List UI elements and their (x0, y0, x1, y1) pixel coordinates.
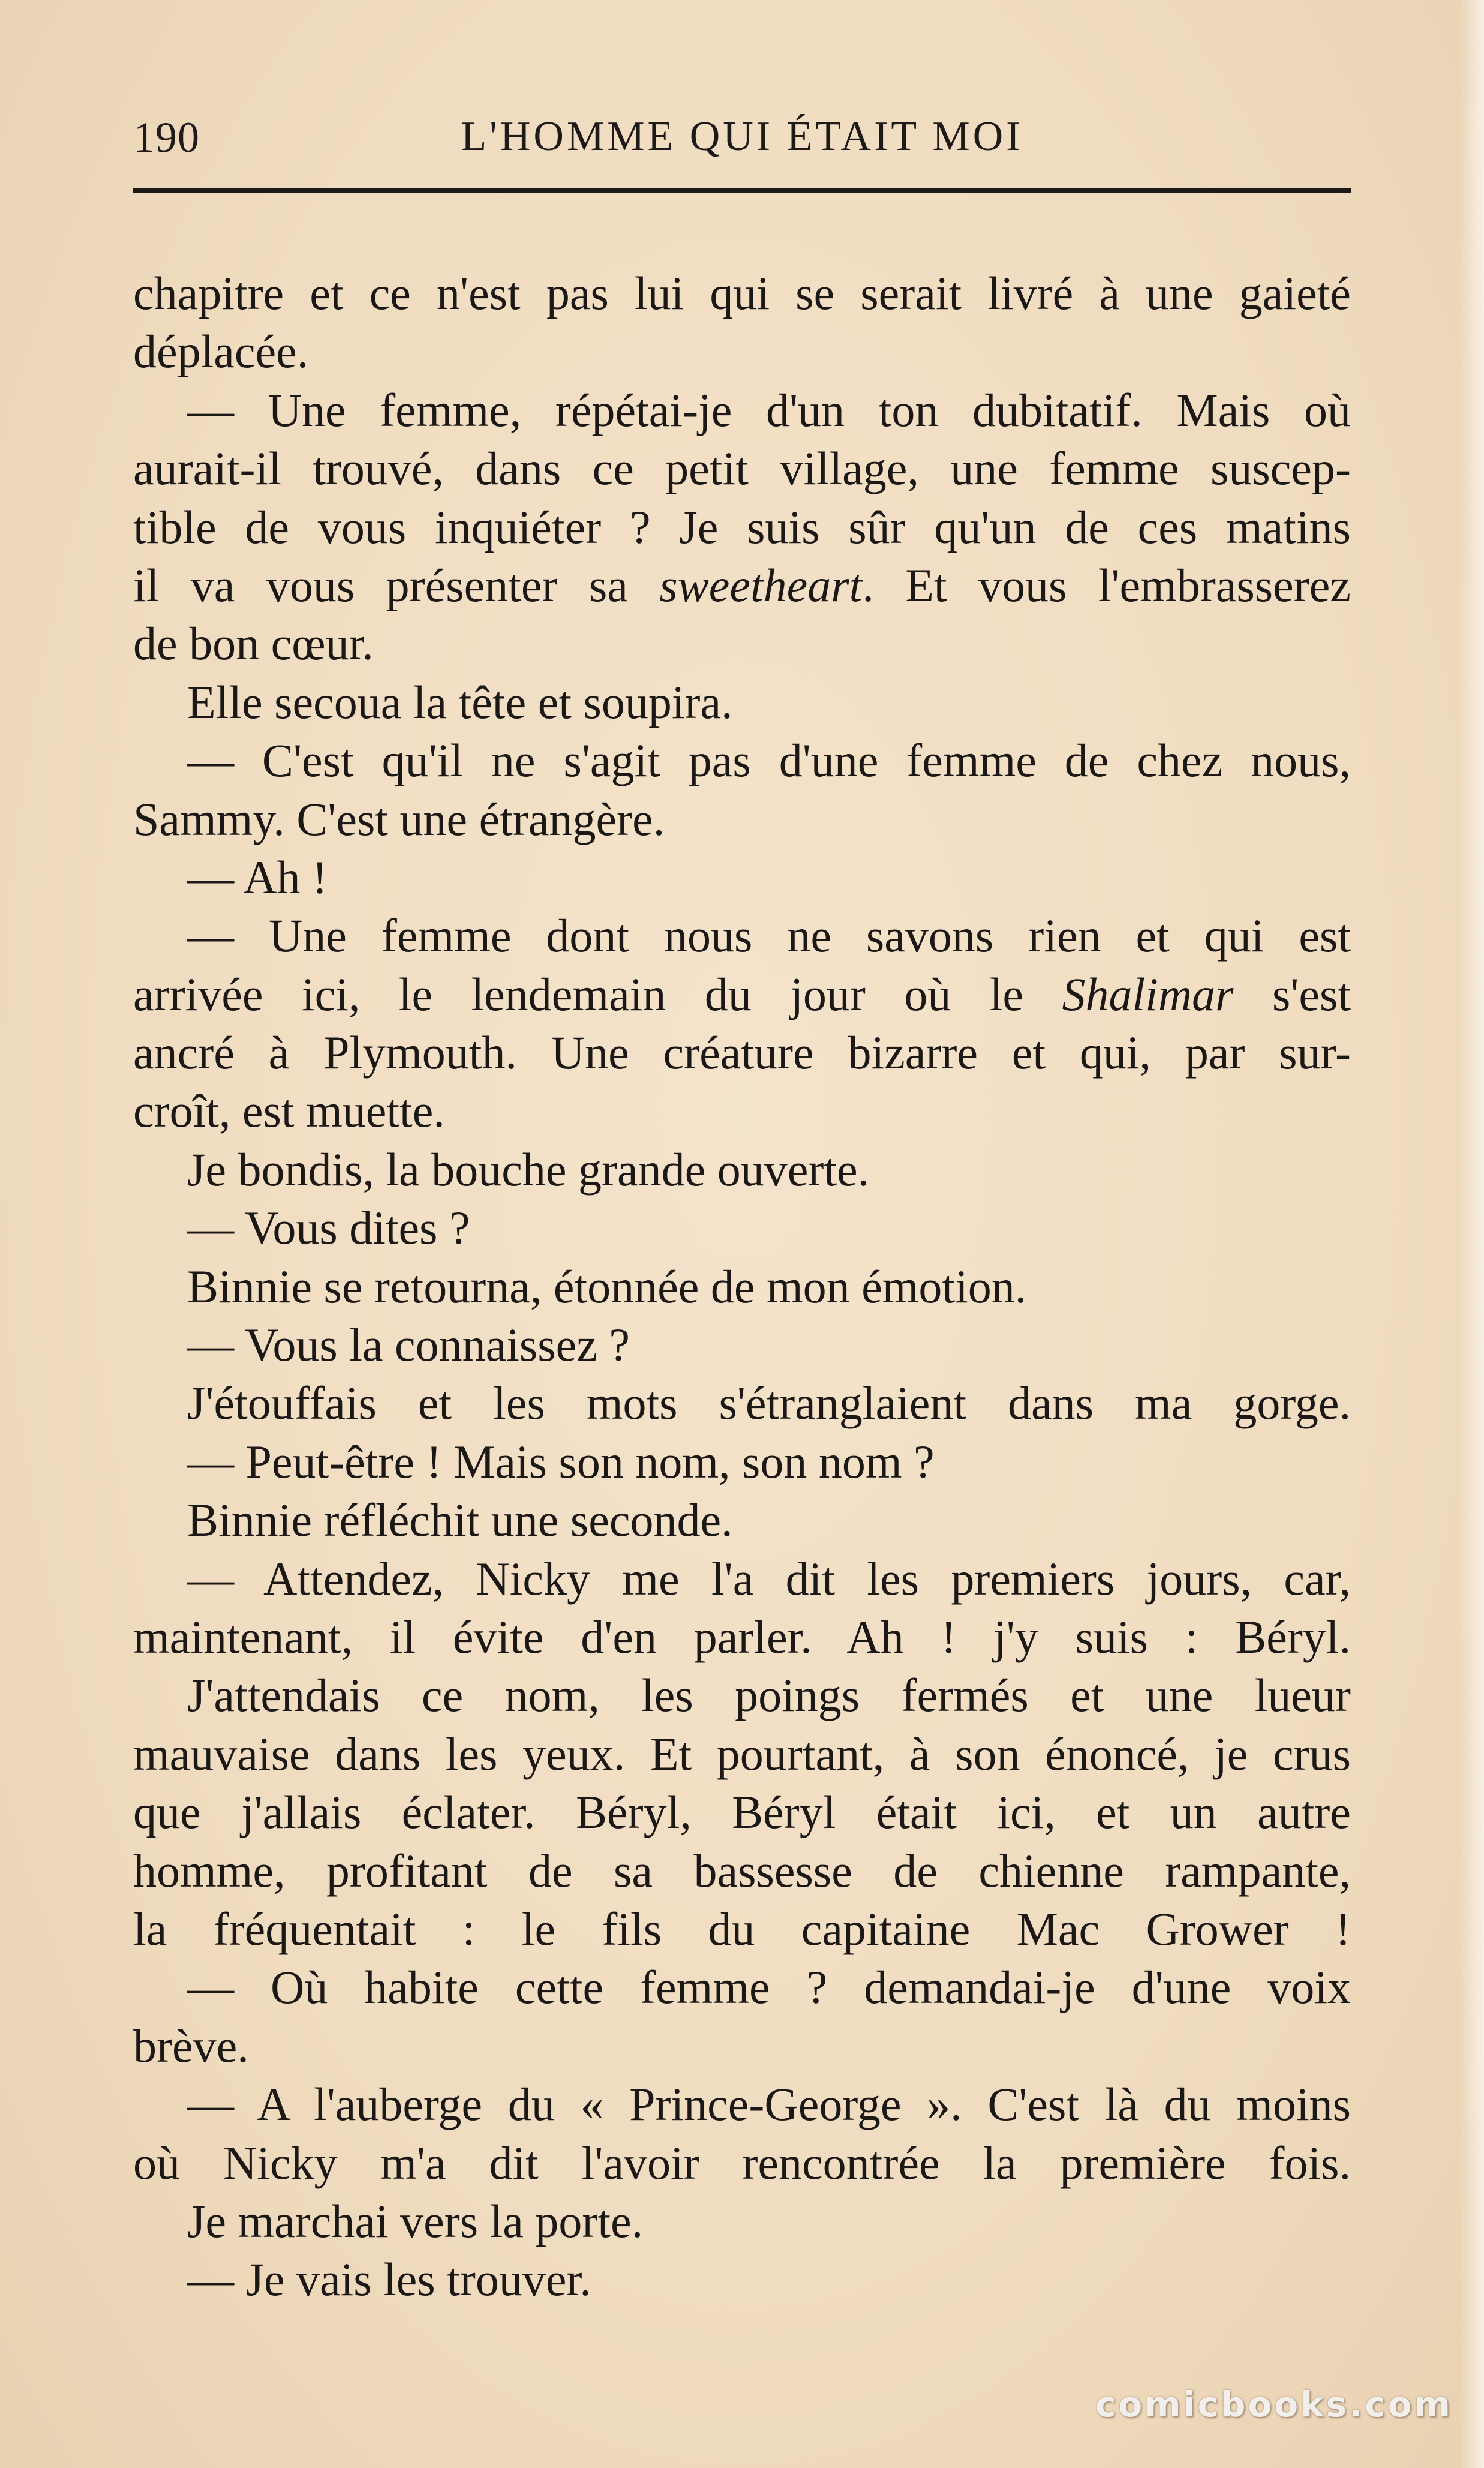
text-line: de bon cœur. (133, 617, 374, 670)
text-line: que j'allais éclater. Béryl, Béryl était ici, et un autre (133, 1786, 1351, 1839)
text-line: aurait-il trouvé, dans ce petit village, une femme suscep- (133, 442, 1351, 495)
text-line: — Vous dites ? (187, 1202, 470, 1254)
text-line: la fréquentait : le fils du capitaine Mac Grower ! (133, 1902, 1351, 1955)
text-line: homme, profitant de sa bassesse de chienne rampante, (133, 1844, 1351, 1897)
page-number: 190 (133, 113, 200, 161)
body-text (133, 264, 1351, 2309)
running-header (133, 107, 1351, 173)
text-line: Je marchai vers la porte. (187, 2194, 644, 2247)
text-segment: s'est (1233, 968, 1351, 1020)
text-line: déplacée. (133, 325, 309, 378)
text-line: — A l'auberge du « Prince-George ». C'est là du moins (187, 2078, 1351, 2131)
watermark: comicbooks.com (1095, 2384, 1453, 2425)
text-line: Elle secoua la tête et soupira. (187, 675, 733, 728)
text-segment: il va vous présenter sa (133, 559, 660, 611)
text-line: — Peut-être ! Mais son nom, son nom ? (187, 1435, 935, 1488)
text-line: — Vous la connaissez ? (187, 1319, 630, 1371)
header-rule (133, 188, 1351, 193)
text-line: — Je vais les trouver. (187, 2253, 591, 2306)
text-line (133, 965, 1351, 1023)
text-line: chapitre et ce n'est pas lui qui se serait livré à une gaieté (133, 267, 1351, 319)
text-line: — Ah ! (187, 851, 328, 903)
text-line: — C'est qu'il ne s'agit pas d'une femme de chez nous, (187, 734, 1351, 787)
text-line: Sammy. C'est une étrangère. (133, 792, 665, 845)
text-line: J'attendais ce nom, les poings fermés et une lueur (187, 1669, 1351, 1722)
text-line: ancré à Plymouth. Une créature bizarre et qui, par sur- (133, 1026, 1351, 1079)
page-edge (1460, 0, 1484, 2468)
text-segment: arrivée ici, le lendemain du jour où le (133, 968, 1062, 1020)
text-line: Binnie réfléchit une seconde. (187, 1494, 733, 1547)
running-title: L'HOMME QUI ÉTAIT MOI (461, 113, 1023, 160)
text-line: mauvaise dans les yeux. Et pourtant, à son énoncé, je crus (133, 1727, 1351, 1780)
text-line: — Une femme dont nous ne savons rien et qui est (187, 909, 1351, 962)
text-line: Binnie se retourna, étonnée de mon émotion. (187, 1260, 1027, 1313)
text-line: — Attendez, Nicky me l'a dit les premiers jours, car, (187, 1552, 1351, 1605)
text-line: Je bondis, la bouche grande ouverte. (187, 1143, 870, 1196)
italic-segment: Shalimar (1062, 968, 1234, 1020)
italic-segment: sweetheart (659, 559, 863, 611)
text-line: où Nicky m'a dit l'avoir rencontrée la première fois. (133, 2136, 1351, 2189)
text-line (133, 556, 1351, 614)
text-line: maintenant, il évite d'en parler. Ah ! j'y suis : Béryl. (133, 1610, 1351, 1663)
text-line: croît, est muette. (133, 1085, 445, 1137)
text-line: brève. (133, 2019, 249, 2072)
text-line: tible de vous inquiéter ? Je suis sûr qu'un de ces matins (133, 500, 1351, 553)
text-segment: . Et vous l'embrasserez (862, 559, 1351, 611)
text-line: — Une femme, répétai-je d'un ton dubitatif. Mais où (187, 383, 1351, 436)
text-line: — Où habite cette femme ? demandai-je d'une voix (187, 1961, 1351, 2014)
text-line: J'étouffais et les mots s'étranglaient dans ma gorge. (187, 1377, 1351, 1430)
